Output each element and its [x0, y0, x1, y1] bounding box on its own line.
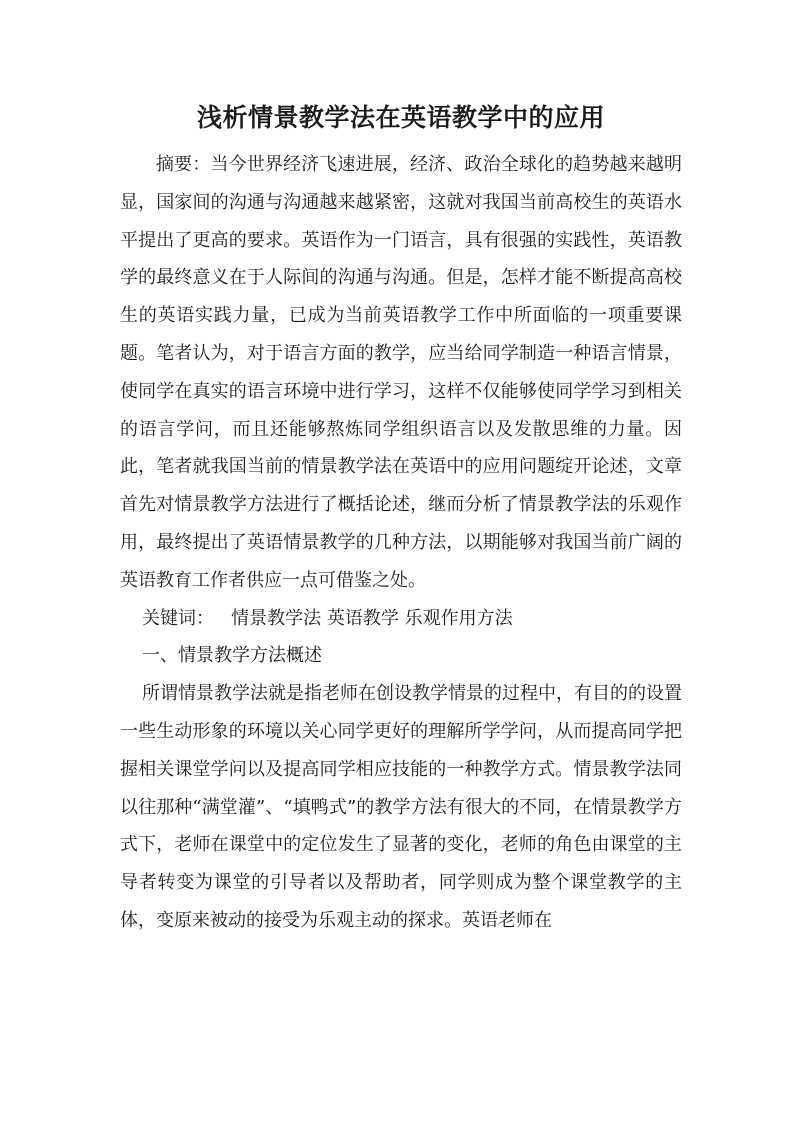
abstract-label: 摘要：	[156, 154, 211, 175]
keywords-text: 情景教学法 英语教学 乐观作用方法	[231, 607, 513, 629]
section-paragraph: 所谓情景教学法就是指老师在创设教学情景的过程中，有目的的设置一些生动形象的环境以关心同学更好的理解所学学问，从而提高同学把握相关课堂学问以及提高同学相应技能的一种教学方式。情景教学法同以往那种“满堂灌”、“填鸭式”的教学方法有很大的不同，在情景教学方式下，老师在课堂中的定位发生了显著的变化，老师的角色由课堂的主导者转变为课堂的引导者以及帮助者，同学则成为整个课堂教学的主体，变原来被动的接受为乐观主动的探求。英语老师在	[120, 683, 682, 931]
keywords-line	[120, 600, 682, 638]
abstract-paragraph	[120, 146, 682, 600]
keywords-label: 关键词：	[142, 607, 214, 629]
abstract-text: 当今世界经济飞速进展，经济、政治全球化的趋势越来越明显，国家间的沟通与沟通越来越紧密，这就对我国当前高校生的英语水平提出了更高的要求。英语作为一门语言，具有很强的实践性，英语教学的最终意义在于人际间的沟通与沟通。但是，怎样才能不断提高高校生的英语实践力量，已成为当前英语教学工作中所面临的一项重要课题。笔者认为，对于语言方面的教学，应当给同学制造一种语言情景，使同学在真实的语言环境中进行学习，这样不仅能够使同学学习到相关的语言学问，而且还能够熬炼同学组织语言以及发散思维的力量。因此，笔者就我国当前的情景教学法在英语中的应用问题绽开论述，文章首先对情景教学方法进行了概括论述，继而分析了情景教学法的乐观作用，最终提出了英语情景教学的几种方法，以期能够对我国当前广阔的英语教育工作者供应一点可借鉴之处。	[120, 154, 683, 591]
document-title: 浅析情景教学法在英语教学中的应用	[196, 103, 605, 132]
section-heading: 一、情景教学方法概述	[142, 645, 322, 667]
